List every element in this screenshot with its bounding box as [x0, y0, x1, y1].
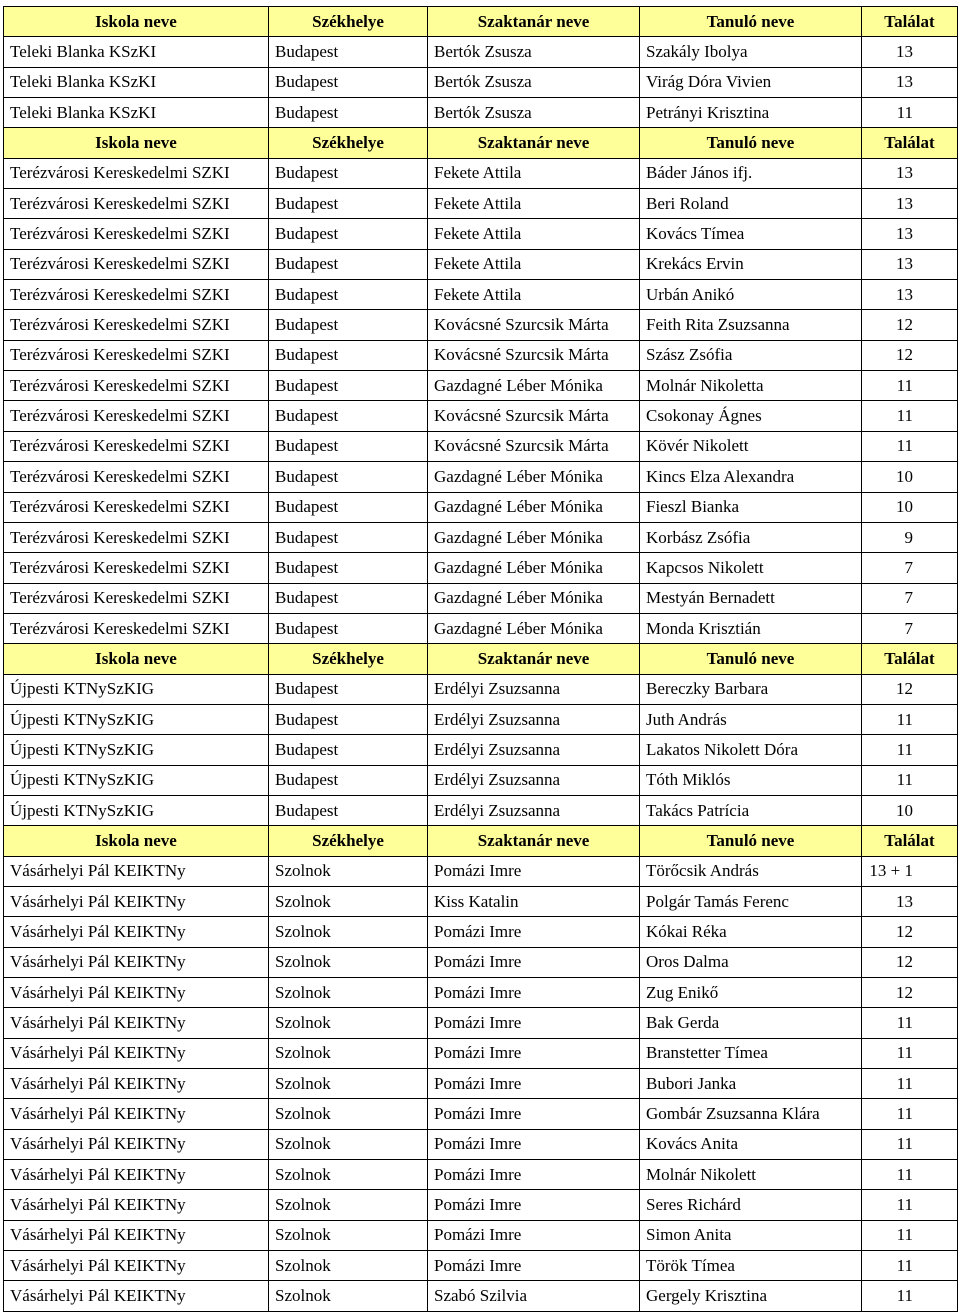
student-cell: Török Tímea	[640, 1251, 862, 1281]
city-cell: Szolnok	[269, 917, 428, 947]
school-cell: Terézvárosi Kereskedelmi SZKI	[4, 431, 269, 461]
teacher-cell: Pomázi Imre	[428, 1190, 640, 1220]
table-row	[4, 37, 958, 67]
city-cell: Szolnok	[269, 1281, 428, 1311]
school-cell: Teleki Blanka KSzKI	[4, 98, 269, 128]
header-city: Székhelye	[269, 826, 428, 856]
student-cell: Csokonay Ágnes	[640, 401, 862, 431]
school-cell: Vásárhelyi Pál KEIKTNy	[4, 1069, 269, 1099]
school-cell: Terézvárosi Kereskedelmi SZKI	[4, 522, 269, 552]
school-cell: Vásárhelyi Pál KEIKTNy	[4, 1190, 269, 1220]
score-cell: 13	[862, 249, 958, 279]
student-cell: Szász Zsófia	[640, 340, 862, 370]
school-cell: Újpesti KTNySzKIG	[4, 674, 269, 704]
header-teacher: Szaktanár neve	[428, 128, 640, 158]
table-row	[4, 492, 958, 522]
score-cell: 11	[862, 1160, 958, 1190]
header-city: Székhelye	[269, 128, 428, 158]
city-cell: Budapest	[269, 795, 428, 825]
student-cell: Seres Richárd	[640, 1190, 862, 1220]
table-row	[4, 613, 958, 643]
teacher-cell: Fekete Attila	[428, 219, 640, 249]
city-cell: Budapest	[269, 613, 428, 643]
score-cell: 13	[862, 189, 958, 219]
results-table	[3, 6, 958, 1312]
table-row	[4, 462, 958, 492]
student-cell: Tóth Miklós	[640, 765, 862, 795]
city-cell: Budapest	[269, 219, 428, 249]
teacher-cell: Erdélyi Zsuzsanna	[428, 704, 640, 734]
school-cell: Vásárhelyi Pál KEIKTNy	[4, 947, 269, 977]
score-cell: 13	[862, 37, 958, 67]
table-row	[4, 917, 958, 947]
teacher-cell: Bertók Zsusza	[428, 67, 640, 97]
table-row	[4, 1099, 958, 1129]
score-cell: 11	[862, 1190, 958, 1220]
teacher-cell: Pomázi Imre	[428, 1129, 640, 1159]
score-cell: 11	[862, 735, 958, 765]
city-cell: Budapest	[269, 765, 428, 795]
school-cell: Vásárhelyi Pál KEIKTNy	[4, 1099, 269, 1129]
teacher-cell: Gazdagné Léber Mónika	[428, 492, 640, 522]
school-cell: Vásárhelyi Pál KEIKTNy	[4, 978, 269, 1008]
score-cell: 10	[862, 795, 958, 825]
city-cell: Budapest	[269, 280, 428, 310]
city-cell: Szolnok	[269, 1099, 428, 1129]
school-cell: Vásárhelyi Pál KEIKTNy	[4, 1251, 269, 1281]
teacher-cell: Pomázi Imre	[428, 1069, 640, 1099]
teacher-cell: Gazdagné Léber Mónika	[428, 462, 640, 492]
table-row	[4, 310, 958, 340]
teacher-cell: Fekete Attila	[428, 249, 640, 279]
teacher-cell: Erdélyi Zsuzsanna	[428, 795, 640, 825]
score-cell: 11	[862, 401, 958, 431]
score-cell: 11	[862, 1220, 958, 1250]
student-cell: Juth András	[640, 704, 862, 734]
header-row	[4, 128, 958, 158]
score-cell: 11	[862, 765, 958, 795]
city-cell: Budapest	[269, 522, 428, 552]
school-cell: Teleki Blanka KSzKI	[4, 67, 269, 97]
teacher-cell: Fekete Attila	[428, 158, 640, 188]
score-cell: 11	[862, 1099, 958, 1129]
city-cell: Szolnok	[269, 1008, 428, 1038]
school-cell: Vásárhelyi Pál KEIKTNy	[4, 1220, 269, 1250]
header-student: Tanuló neve	[640, 128, 862, 158]
city-cell: Budapest	[269, 371, 428, 401]
teacher-cell: Bertók Zsusza	[428, 98, 640, 128]
student-cell: Simon Anita	[640, 1220, 862, 1250]
score-cell: 7	[862, 553, 958, 583]
teacher-cell: Fekete Attila	[428, 280, 640, 310]
teacher-cell: Erdélyi Zsuzsanna	[428, 674, 640, 704]
header-student: Tanuló neve	[640, 7, 862, 37]
score-cell: 9	[862, 522, 958, 552]
header-school: Iskola neve	[4, 7, 269, 37]
table-row	[4, 1069, 958, 1099]
teacher-cell: Gazdagné Léber Mónika	[428, 553, 640, 583]
school-cell: Terézvárosi Kereskedelmi SZKI	[4, 280, 269, 310]
score-cell: 11	[862, 98, 958, 128]
student-cell: Beri Roland	[640, 189, 862, 219]
score-cell: 11	[862, 1251, 958, 1281]
school-cell: Terézvárosi Kereskedelmi SZKI	[4, 553, 269, 583]
header-city: Székhelye	[269, 644, 428, 674]
teacher-cell: Pomázi Imre	[428, 1220, 640, 1250]
score-cell: 11	[862, 1069, 958, 1099]
school-cell: Vásárhelyi Pál KEIKTNy	[4, 1038, 269, 1068]
teacher-cell: Erdélyi Zsuzsanna	[428, 765, 640, 795]
student-cell: Feith Rita Zsuzsanna	[640, 310, 862, 340]
teacher-cell: Kovácsné Szurcsik Márta	[428, 340, 640, 370]
score-cell: 13	[862, 280, 958, 310]
city-cell: Szolnok	[269, 947, 428, 977]
city-cell: Budapest	[269, 583, 428, 613]
score-cell: 12	[862, 340, 958, 370]
student-cell: Kincs Elza Alexandra	[640, 462, 862, 492]
score-cell: 7	[862, 583, 958, 613]
school-cell: Vásárhelyi Pál KEIKTNy	[4, 856, 269, 886]
teacher-cell: Gazdagné Léber Mónika	[428, 583, 640, 613]
teacher-cell: Kiss Katalin	[428, 886, 640, 916]
city-cell: Budapest	[269, 401, 428, 431]
teacher-cell: Gazdagné Léber Mónika	[428, 613, 640, 643]
teacher-cell: Kovácsné Szurcsik Márta	[428, 310, 640, 340]
student-cell: Kapcsos Nikolett	[640, 553, 862, 583]
table-row	[4, 553, 958, 583]
header-teacher: Szaktanár neve	[428, 644, 640, 674]
header-row	[4, 7, 958, 37]
score-cell: 12	[862, 978, 958, 1008]
table-row	[4, 189, 958, 219]
header-school: Iskola neve	[4, 128, 269, 158]
header-score: Találat	[862, 826, 958, 856]
school-cell: Vásárhelyi Pál KEIKTNy	[4, 917, 269, 947]
city-cell: Budapest	[269, 462, 428, 492]
score-cell: 13	[862, 158, 958, 188]
student-cell: Gergely Krisztina	[640, 1281, 862, 1311]
table-row	[4, 280, 958, 310]
score-cell: 12	[862, 310, 958, 340]
school-cell: Vásárhelyi Pál KEIKTNy	[4, 886, 269, 916]
header-row	[4, 644, 958, 674]
school-cell: Terézvárosi Kereskedelmi SZKI	[4, 401, 269, 431]
school-cell: Terézvárosi Kereskedelmi SZKI	[4, 583, 269, 613]
student-cell: Bubori Janka	[640, 1069, 862, 1099]
header-school: Iskola neve	[4, 644, 269, 674]
score-cell: 10	[862, 492, 958, 522]
school-cell: Terézvárosi Kereskedelmi SZKI	[4, 340, 269, 370]
student-cell: Monda Krisztián	[640, 613, 862, 643]
score-cell: 12	[862, 674, 958, 704]
teacher-cell: Pomázi Imre	[428, 1008, 640, 1038]
city-cell: Szolnok	[269, 978, 428, 1008]
score-cell: 13	[862, 886, 958, 916]
student-cell: Szakály Ibolya	[640, 37, 862, 67]
table-row	[4, 431, 958, 461]
school-cell: Terézvárosi Kereskedelmi SZKI	[4, 371, 269, 401]
header-row	[4, 826, 958, 856]
city-cell: Budapest	[269, 492, 428, 522]
student-cell: Kovács Tímea	[640, 219, 862, 249]
student-cell: Molnár Nikolett	[640, 1160, 862, 1190]
city-cell: Budapest	[269, 553, 428, 583]
city-cell: Budapest	[269, 67, 428, 97]
table-row	[4, 371, 958, 401]
city-cell: Szolnok	[269, 1220, 428, 1250]
score-cell: 7	[862, 613, 958, 643]
city-cell: Budapest	[269, 310, 428, 340]
header-student: Tanuló neve	[640, 644, 862, 674]
school-cell: Terézvárosi Kereskedelmi SZKI	[4, 189, 269, 219]
school-cell: Újpesti KTNySzKIG	[4, 704, 269, 734]
student-cell: Krekács Ervin	[640, 249, 862, 279]
score-cell: 11	[862, 1008, 958, 1038]
city-cell: Budapest	[269, 189, 428, 219]
school-cell: Újpesti KTNySzKIG	[4, 735, 269, 765]
teacher-cell: Pomázi Imre	[428, 1251, 640, 1281]
city-cell: Szolnok	[269, 1190, 428, 1220]
school-cell: Újpesti KTNySzKIG	[4, 795, 269, 825]
header-teacher: Szaktanár neve	[428, 826, 640, 856]
student-cell: Molnár Nikoletta	[640, 371, 862, 401]
score-cell: 13	[862, 67, 958, 97]
student-cell: Kövér Nikolett	[640, 431, 862, 461]
school-cell: Vásárhelyi Pál KEIKTNy	[4, 1281, 269, 1311]
student-cell: Polgár Tamás Ferenc	[640, 886, 862, 916]
table-row	[4, 1038, 958, 1068]
city-cell: Budapest	[269, 704, 428, 734]
table-row	[4, 856, 958, 886]
student-cell: Bereczky Barbara	[640, 674, 862, 704]
student-cell: Korbász Zsófia	[640, 522, 862, 552]
city-cell: Budapest	[269, 431, 428, 461]
teacher-cell: Gazdagné Léber Mónika	[428, 371, 640, 401]
student-cell: Fieszl Bianka	[640, 492, 862, 522]
teacher-cell: Pomázi Imre	[428, 1099, 640, 1129]
results-body	[4, 7, 958, 1312]
table-row	[4, 704, 958, 734]
score-cell: 11	[862, 1038, 958, 1068]
table-row	[4, 401, 958, 431]
city-cell: Szolnok	[269, 1069, 428, 1099]
school-cell: Terézvárosi Kereskedelmi SZKI	[4, 492, 269, 522]
teacher-cell: Pomázi Imre	[428, 978, 640, 1008]
city-cell: Szolnok	[269, 856, 428, 886]
student-cell: Gombár Zsuzsanna Klára	[640, 1099, 862, 1129]
teacher-cell: Pomázi Imre	[428, 1160, 640, 1190]
city-cell: Budapest	[269, 735, 428, 765]
school-cell: Vásárhelyi Pál KEIKTNy	[4, 1160, 269, 1190]
school-cell: Terézvárosi Kereskedelmi SZKI	[4, 219, 269, 249]
student-cell: Virág Dóra Vivien	[640, 67, 862, 97]
city-cell: Budapest	[269, 674, 428, 704]
school-cell: Vásárhelyi Pál KEIKTNy	[4, 1008, 269, 1038]
student-cell: Petrányi Krisztina	[640, 98, 862, 128]
teacher-cell: Kovácsné Szurcsik Márta	[428, 431, 640, 461]
table-row	[4, 1220, 958, 1250]
header-student: Tanuló neve	[640, 826, 862, 856]
school-cell: Újpesti KTNySzKIG	[4, 765, 269, 795]
student-cell: Lakatos Nikolett Dóra	[640, 735, 862, 765]
table-row	[4, 1008, 958, 1038]
student-cell: Törőcsik András	[640, 856, 862, 886]
city-cell: Budapest	[269, 37, 428, 67]
table-row	[4, 765, 958, 795]
header-score: Találat	[862, 7, 958, 37]
table-row	[4, 340, 958, 370]
teacher-cell: Pomázi Imre	[428, 856, 640, 886]
table-row	[4, 219, 958, 249]
student-cell: Zug Enikő	[640, 978, 862, 1008]
student-cell: Kókai Réka	[640, 917, 862, 947]
table-row	[4, 795, 958, 825]
student-cell: Oros Dalma	[640, 947, 862, 977]
score-cell: 11	[862, 1281, 958, 1311]
header-teacher: Szaktanár neve	[428, 7, 640, 37]
table-row	[4, 735, 958, 765]
student-cell: Kovács Anita	[640, 1129, 862, 1159]
city-cell: Budapest	[269, 158, 428, 188]
student-cell: Branstetter Tímea	[640, 1038, 862, 1068]
table-row	[4, 1251, 958, 1281]
table-row	[4, 1160, 958, 1190]
city-cell: Budapest	[269, 340, 428, 370]
city-cell: Szolnok	[269, 886, 428, 916]
student-cell: Urbán Anikó	[640, 280, 862, 310]
teacher-cell: Pomázi Imre	[428, 917, 640, 947]
header-school: Iskola neve	[4, 826, 269, 856]
city-cell: Szolnok	[269, 1038, 428, 1068]
school-cell: Terézvárosi Kereskedelmi SZKI	[4, 158, 269, 188]
city-cell: Budapest	[269, 249, 428, 279]
teacher-cell: Bertók Zsusza	[428, 37, 640, 67]
table-row	[4, 886, 958, 916]
score-cell: 11	[862, 371, 958, 401]
teacher-cell: Kovácsné Szurcsik Márta	[428, 401, 640, 431]
teacher-cell: Erdélyi Zsuzsanna	[428, 735, 640, 765]
student-cell: Takács Patrícia	[640, 795, 862, 825]
city-cell: Szolnok	[269, 1251, 428, 1281]
school-cell: Terézvárosi Kereskedelmi SZKI	[4, 310, 269, 340]
score-cell: 12	[862, 947, 958, 977]
score-cell: 11	[862, 431, 958, 461]
table-row	[4, 522, 958, 552]
header-score: Találat	[862, 644, 958, 674]
table-row	[4, 158, 958, 188]
city-cell: Szolnok	[269, 1129, 428, 1159]
school-cell: Terézvárosi Kereskedelmi SZKI	[4, 462, 269, 492]
table-row	[4, 249, 958, 279]
score-cell: 12	[862, 917, 958, 947]
score-cell: 13 + 1	[862, 856, 958, 886]
teacher-cell: Pomázi Imre	[428, 947, 640, 977]
table-row	[4, 978, 958, 1008]
table-row	[4, 947, 958, 977]
student-cell: Bak Gerda	[640, 1008, 862, 1038]
school-cell: Teleki Blanka KSzKI	[4, 37, 269, 67]
student-cell: Mestyán Bernadett	[640, 583, 862, 613]
city-cell: Szolnok	[269, 1160, 428, 1190]
table-row	[4, 98, 958, 128]
teacher-cell: Szabó Szilvia	[428, 1281, 640, 1311]
teacher-cell: Pomázi Imre	[428, 1038, 640, 1068]
school-cell: Vásárhelyi Pál KEIKTNy	[4, 1129, 269, 1159]
city-cell: Budapest	[269, 98, 428, 128]
table-row	[4, 1190, 958, 1220]
table-row	[4, 67, 958, 97]
school-cell: Terézvárosi Kereskedelmi SZKI	[4, 613, 269, 643]
school-cell: Terézvárosi Kereskedelmi SZKI	[4, 249, 269, 279]
score-cell: 10	[862, 462, 958, 492]
header-city: Székhelye	[269, 7, 428, 37]
table-row	[4, 1129, 958, 1159]
teacher-cell: Fekete Attila	[428, 189, 640, 219]
table-row	[4, 1281, 958, 1311]
table-row	[4, 674, 958, 704]
teacher-cell: Gazdagné Léber Mónika	[428, 522, 640, 552]
score-cell: 11	[862, 1129, 958, 1159]
score-cell: 13	[862, 219, 958, 249]
score-cell: 11	[862, 704, 958, 734]
student-cell: Báder János ifj.	[640, 158, 862, 188]
table-row	[4, 583, 958, 613]
header-score: Találat	[862, 128, 958, 158]
